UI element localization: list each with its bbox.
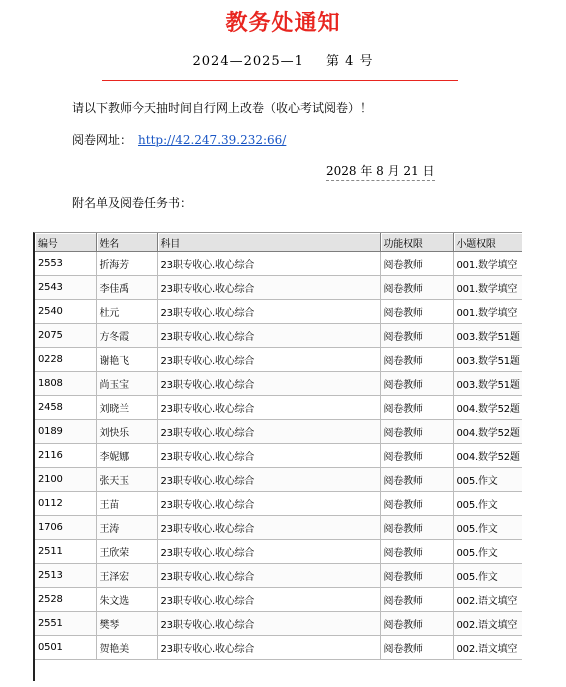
cell-name: 樊琴 (96, 612, 157, 636)
cell-id: 0228 (35, 348, 96, 372)
cell-subject: 23职专收心.收心综合 (157, 516, 380, 540)
cell-name: 王苗 (96, 492, 157, 516)
cell-name: 张天玉 (96, 468, 157, 492)
issue-number: 第 4 号 (325, 54, 374, 69)
table-row[interactable] (35, 540, 522, 564)
column-header-role[interactable]: 功能权限 (380, 233, 453, 252)
cell-role: 阅卷教师 (380, 588, 453, 612)
cell-id: 2458 (35, 396, 96, 420)
cell-name: 谢艳飞 (96, 348, 157, 372)
issue-line (0, 50, 566, 69)
cell-id: 0189 (35, 420, 96, 444)
cell-question: 005.作文 (453, 516, 522, 540)
cell-question: 005.作文 (453, 492, 522, 516)
cell-name: 刘晓兰 (96, 396, 157, 420)
table-row[interactable] (35, 468, 522, 492)
table-row[interactable] (35, 588, 522, 612)
cell-role: 阅卷教师 (380, 348, 453, 372)
cell-name: 方冬霞 (96, 324, 157, 348)
table-row[interactable] (35, 444, 522, 468)
attachment-label: 附名单及阅卷任务书： (72, 196, 193, 210)
cell-question: 004.数学52题 (453, 396, 522, 420)
cell-role: 阅卷教师 (380, 636, 453, 660)
cell-subject: 23职专收心.收心综合 (157, 324, 380, 348)
cell-role: 阅卷教师 (380, 324, 453, 348)
table-header-row (35, 233, 522, 252)
column-header-subject[interactable]: 科目 (157, 233, 380, 252)
cell-role: 阅卷教师 (380, 516, 453, 540)
cell-name: 王涛 (96, 516, 157, 540)
cell-id: 2116 (35, 444, 96, 468)
cell-id: 2543 (35, 276, 96, 300)
cell-role: 阅卷教师 (380, 276, 453, 300)
table-row[interactable] (35, 636, 522, 660)
table-row[interactable] (35, 516, 522, 540)
grading-url-link[interactable]: http://42.247.39.232:66/ (138, 133, 287, 147)
cell-id: 0112 (35, 492, 96, 516)
cell-id: 0501 (35, 636, 96, 660)
table-row[interactable] (35, 420, 522, 444)
cell-question: 002.语文填空 (453, 612, 522, 636)
cell-name: 王泽宏 (96, 564, 157, 588)
assignment-table (35, 233, 522, 660)
table-row[interactable] (35, 612, 522, 636)
cell-subject: 23职专收心.收心综合 (157, 612, 380, 636)
cell-subject: 23职专收心.收心综合 (157, 300, 380, 324)
cell-role: 阅卷教师 (380, 540, 453, 564)
cell-name: 王欣荣 (96, 540, 157, 564)
cell-question: 003.数学51题 (453, 372, 522, 396)
table-row[interactable] (35, 300, 522, 324)
cell-question: 003.数学51题 (453, 348, 522, 372)
cell-role: 阅卷教师 (380, 444, 453, 468)
cell-role: 阅卷教师 (380, 252, 453, 276)
notice-date: 2028 年 8 月 21 日 (326, 162, 435, 181)
table-row[interactable] (35, 276, 522, 300)
cell-name: 杜元 (96, 300, 157, 324)
table-row[interactable] (35, 492, 522, 516)
cell-id: 1706 (35, 516, 96, 540)
cell-subject: 23职专收心.收心综合 (157, 348, 380, 372)
assignment-table-container (33, 232, 522, 681)
cell-name: 李妮娜 (96, 444, 157, 468)
notice-title: 教务处通知 (225, 11, 341, 36)
cell-id: 2540 (35, 300, 96, 324)
cell-id: 2513 (35, 564, 96, 588)
cell-question: 001.数学填空 (453, 252, 522, 276)
cell-subject: 23职专收心.收心综合 (157, 492, 380, 516)
cell-role: 阅卷教师 (380, 468, 453, 492)
cell-subject: 23职专收心.收心综合 (157, 540, 380, 564)
cell-question: 005.作文 (453, 468, 522, 492)
table-row[interactable] (35, 396, 522, 420)
cell-name: 刘快乐 (96, 420, 157, 444)
cell-subject: 23职专收心.收心综合 (157, 396, 380, 420)
cell-subject: 23职专收心.收心综合 (157, 468, 380, 492)
cell-question: 005.作文 (453, 540, 522, 564)
header-divider (102, 80, 458, 81)
table-row[interactable] (35, 252, 522, 276)
url-label: 阅卷网址： (72, 133, 133, 147)
cell-id: 2553 (35, 252, 96, 276)
cell-question: 001.数学填空 (453, 300, 522, 324)
cell-question: 005.作文 (453, 564, 522, 588)
cell-name: 朱文选 (96, 588, 157, 612)
cell-id: 2528 (35, 588, 96, 612)
cell-role: 阅卷教师 (380, 420, 453, 444)
url-line (72, 131, 286, 148)
cell-subject: 23职专收心.收心综合 (157, 564, 380, 588)
cell-role: 阅卷教师 (380, 564, 453, 588)
cell-subject: 23职专收心.收心综合 (157, 588, 380, 612)
table-row[interactable] (35, 564, 522, 588)
cell-role: 阅卷教师 (380, 492, 453, 516)
cell-question: 004.数学52题 (453, 420, 522, 444)
cell-id: 2551 (35, 612, 96, 636)
cell-subject: 23职专收心.收心综合 (157, 252, 380, 276)
column-header-name[interactable]: 姓名 (96, 233, 157, 252)
cell-subject: 23职专收心.收心综合 (157, 444, 380, 468)
cell-question: 004.数学52题 (453, 444, 522, 468)
cell-name: 尚玉宝 (96, 372, 157, 396)
cell-name: 李佳禹 (96, 276, 157, 300)
cell-role: 阅卷教师 (380, 612, 453, 636)
cell-role: 阅卷教师 (380, 372, 453, 396)
cell-id: 2511 (35, 540, 96, 564)
table-row[interactable] (35, 372, 522, 396)
cell-question: 003.数学51题 (453, 324, 522, 348)
term-label: 2024—2025—1 (192, 54, 304, 69)
cell-name: 贺艳美 (96, 636, 157, 660)
cell-subject: 23职专收心.收心综合 (157, 276, 380, 300)
cell-id: 2075 (35, 324, 96, 348)
cell-name: 折海芳 (96, 252, 157, 276)
table-row[interactable] (35, 348, 522, 372)
column-header-id[interactable]: 编号 (35, 233, 96, 252)
table-row[interactable] (35, 324, 522, 348)
column-header-question[interactable]: 小题权限 (453, 233, 522, 252)
instruction-text: 请以下教师今天抽时间自行网上改卷（收心考试阅卷）！ (72, 101, 373, 115)
cell-question: 002.语文填空 (453, 588, 522, 612)
cell-question: 002.语文填空 (453, 636, 522, 660)
cell-subject: 23职专收心.收心综合 (157, 372, 380, 396)
cell-subject: 23职专收心.收心综合 (157, 636, 380, 660)
cell-role: 阅卷教师 (380, 396, 453, 420)
cell-question: 001.数学填空 (453, 276, 522, 300)
cell-subject: 23职专收心.收心综合 (157, 420, 380, 444)
cell-id: 2100 (35, 468, 96, 492)
cell-id: 1808 (35, 372, 96, 396)
cell-role: 阅卷教师 (380, 300, 453, 324)
